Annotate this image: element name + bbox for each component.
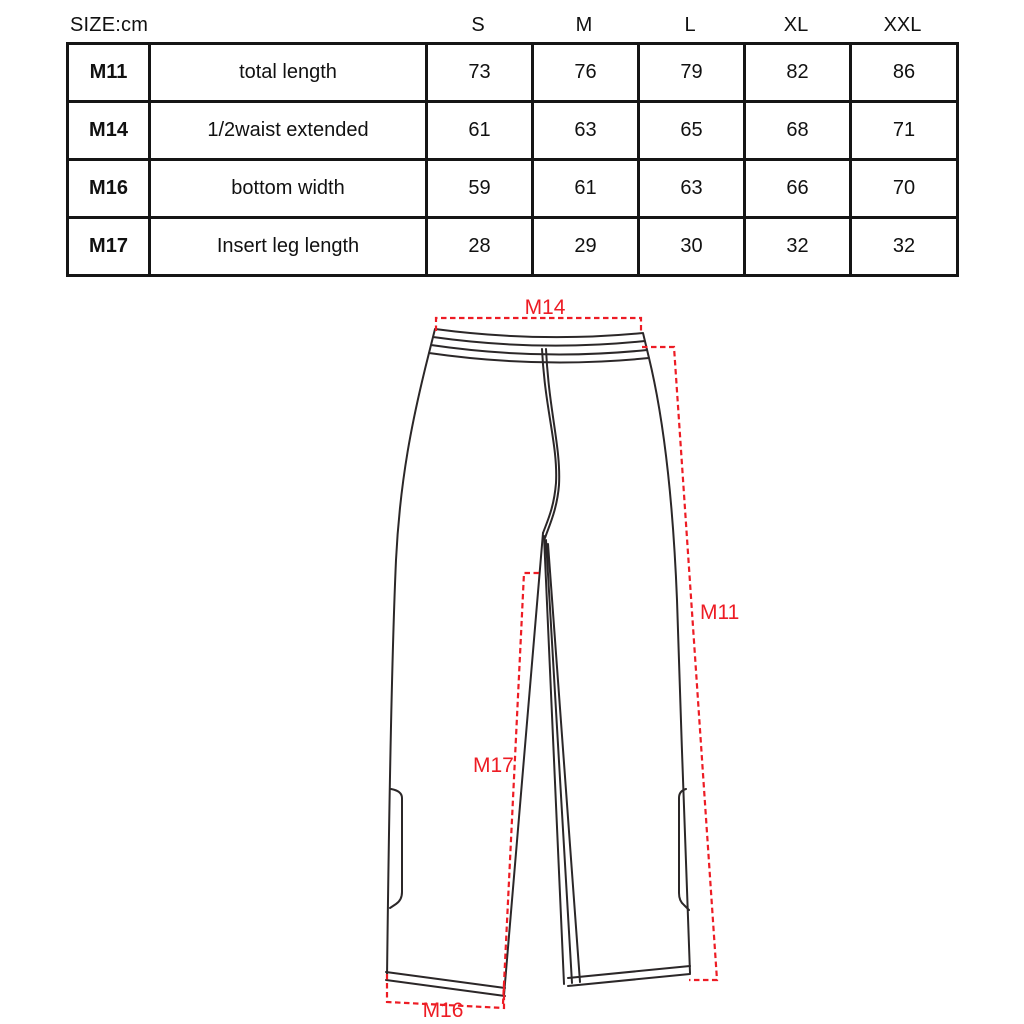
measure-value: 32 (745, 218, 851, 276)
col-header-xxl: XXL (883, 13, 922, 36)
measure-value: 70 (851, 160, 958, 218)
measure-value: 73 (427, 44, 533, 102)
dim-m14-line (436, 318, 641, 334)
waistband (429, 329, 649, 362)
left-slit-vent (390, 789, 402, 908)
measure-value: 82 (745, 44, 851, 102)
measure-code: M16 (68, 160, 150, 218)
measure-label: Insert leg length (150, 218, 427, 276)
unit-label: SIZE:cm (70, 13, 149, 36)
dim-label-m17: M17 (473, 754, 514, 777)
measure-value: 66 (745, 160, 851, 218)
measure-value: 61 (427, 102, 533, 160)
measure-code: M11 (68, 44, 150, 102)
col-header-m: M (575, 13, 593, 36)
measure-value: 65 (639, 102, 745, 160)
dimension-lines (387, 318, 717, 1008)
measure-value: 68 (745, 102, 851, 160)
measure-value: 32 (851, 218, 958, 276)
measure-label: 1/2waist extended (150, 102, 427, 160)
measure-value: 86 (851, 44, 958, 102)
left-hem (386, 972, 505, 996)
right-hem (568, 966, 690, 986)
measure-value: 28 (427, 218, 533, 276)
measure-value: 71 (851, 102, 958, 160)
measure-code: M17 (68, 218, 150, 276)
left-outer-seam (387, 353, 429, 978)
measure-value: 63 (533, 102, 639, 160)
measure-code: M14 (68, 102, 150, 160)
measure-value: 79 (639, 44, 745, 102)
right-inseam (544, 536, 580, 984)
measure-value: 59 (427, 160, 533, 218)
pants-outline (386, 329, 690, 996)
col-header-l: L (684, 13, 696, 36)
dim-label-m16: M16 (422, 999, 464, 1022)
measure-value: 29 (533, 218, 639, 276)
col-header-s: S (471, 13, 485, 36)
right-outer-seam (649, 358, 690, 973)
measure-label: bottom width (150, 160, 427, 218)
dimension-labels (423, 296, 740, 1022)
dim-label-m11: M11 (700, 601, 740, 624)
measure-value: 63 (639, 160, 745, 218)
fly-seam (542, 349, 559, 538)
col-header-xl: XL (783, 13, 809, 36)
measure-value: 30 (639, 218, 745, 276)
measure-value: 76 (533, 44, 639, 102)
dim-label-m14: M14 (524, 296, 566, 319)
measure-value: 61 (533, 160, 639, 218)
measure-label: total length (150, 44, 427, 102)
